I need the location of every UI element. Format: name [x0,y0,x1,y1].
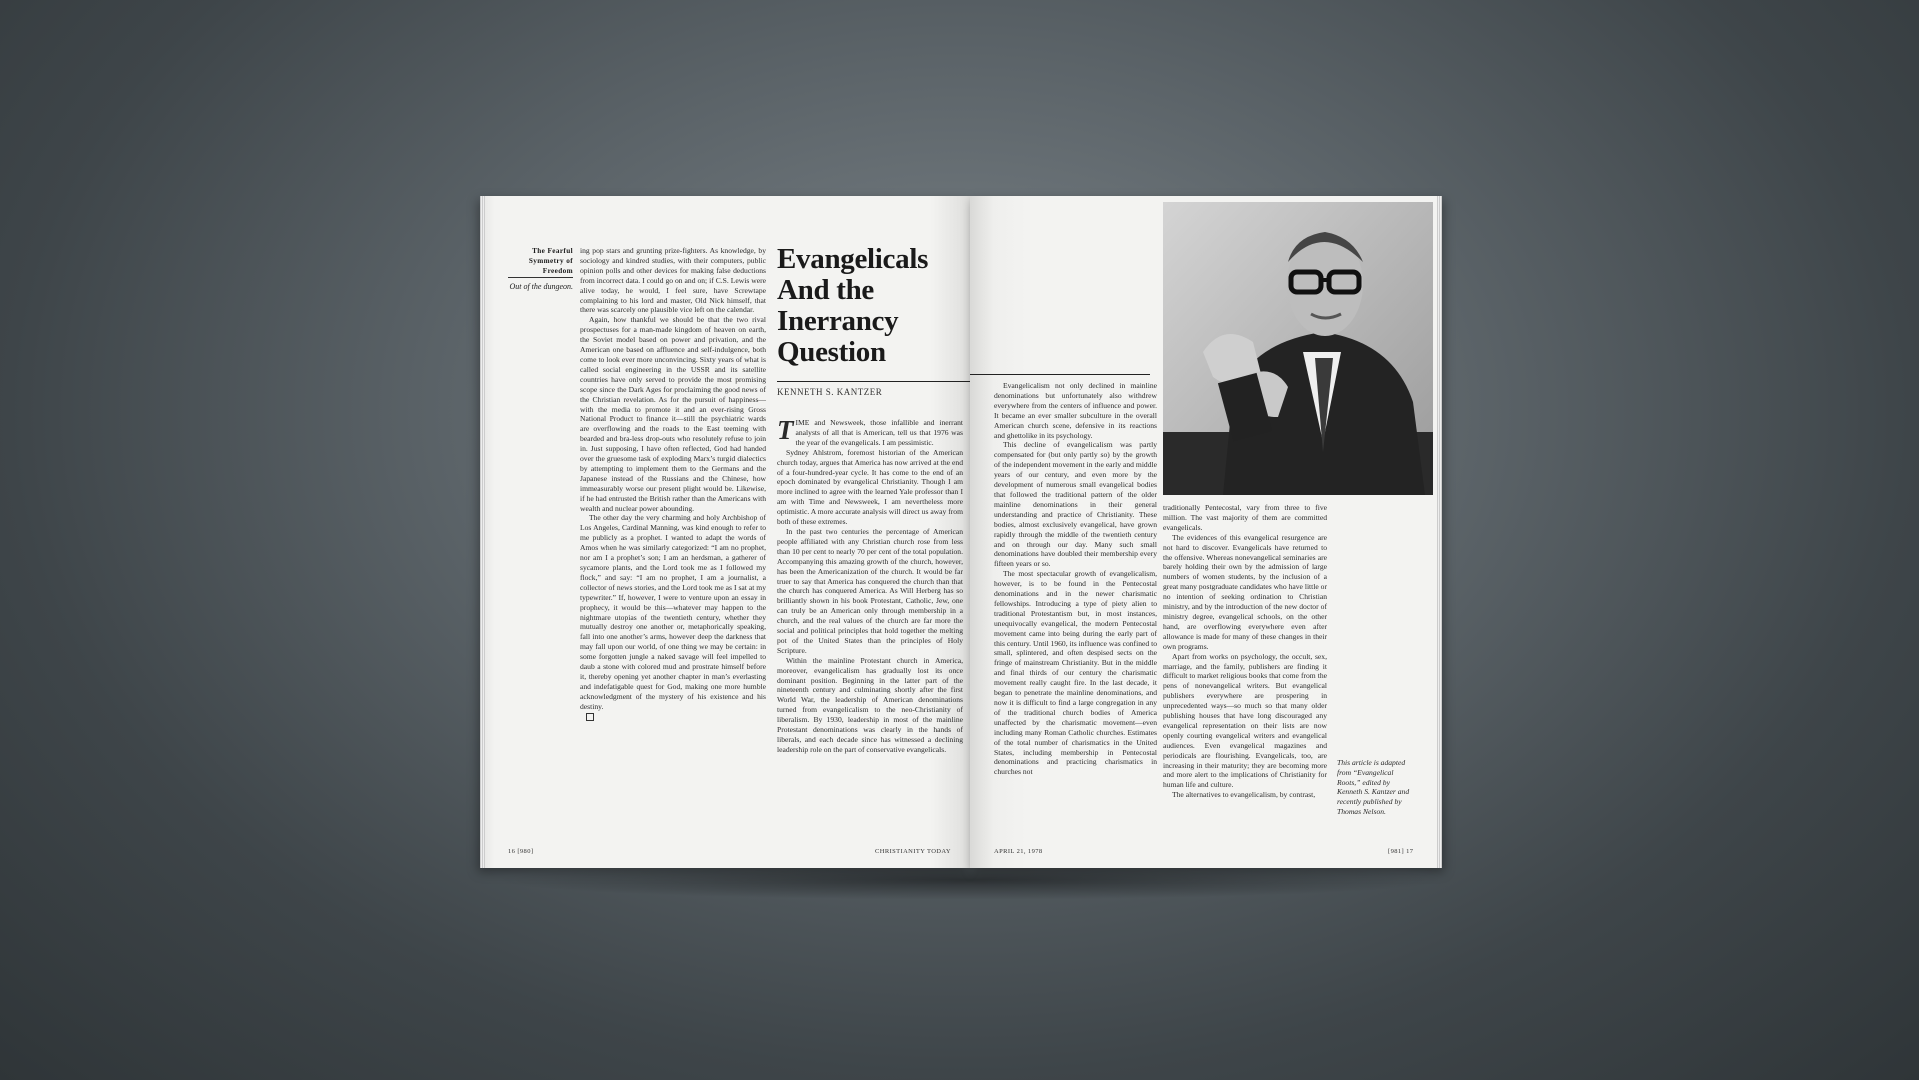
drop-cap: T [777,415,794,445]
right-page [970,196,1442,868]
left-page [480,196,970,868]
paragraph: Evangelicalism not only declined in mainline denominations but unfortunately also withdrew everywhere from the centers of influence and power. It became an ever smaller subculture in the overall American church scene, defensive in its reactions and ghettolike in its psychology. [994,381,1157,440]
left-page-column-2 [777,415,963,755]
author-photo [1163,202,1433,495]
paragraph: This decline of evangelicalism was partly compensated for (but only partly so) by the growth of the independent movement in the early and middle years of our century, and even more by the development of numerous small evangelical bodies that followed the traditional pattern of the older mainline denominations in their general understanding and practice of Christianity. These bodies, almost exclusively evangelical, have grown rapidly through the middle of the twentieth century and on through our day. Many such small denominations have doubled their membership every fifteen years or so. [994,440,1157,569]
end-mark-icon [586,713,594,721]
paragraph: ing pop stars and grunting prize-fighters. As knowledge, by sociology and kindred studies, with their computers, public opinion polls and other devices for making false deductions from incorrect data. I could go on and on; if C.S. Lewis were alive today, he would, I feel sure, have Screwtape complaining to his lord and master, Old Nick himself, that there was scarcely one plausible vice left on the calendar. [580,246,766,315]
left-page-column-1 [580,246,766,722]
author-portrait-image [1163,202,1433,495]
kicker-title: The Fearful Symmetry of Freedom [528,247,573,275]
paragraph: IME and Newsweek, those infallible and inerrant analysts of all that is American, tell us that 1976 was the year of the evangelicals. I am pessimistic. [795,418,963,447]
kicker-subtitle: Out of the dungeon. [509,282,573,291]
paragraph: Sydney Ahlstrom, foremost historian of the American church today, argues that America has now arrived at the end of a four-hundred-year cycle. It has come to the end of an epoch dominated by evangelical Christianity. Though I am more inclined to agree with the learned Yale professor than I am with Time and Newsweek, I am nevertheless more optimistic. A more accurate analysis will direct us away from both of these extremes. [777,447,963,527]
paragraph: The other day the very charming and holy Archbishop of Los Angeles, Cardinal Manning, was kind enough to refer to me publicly as a prophet. I wanted to adapt the words of Amos when he was similarly categorized: “I am no prophet, nor am I a prophet’s son; I am an herdsman, a gatherer of sycamore plants, and the Lord took me as I followed my flock,” and say: “I am no prophet, I am a journalist, a collector of news stories, and the Lord took me as I sat at my typewriter.” If, however, I were to venture upon an essay in prophecy, it would be this—whatever may happen to the nightmare utopias of the twentieth century, whether they mutually destroy one another or, metaphorically speaking, fall into one another’s arms, however deep the darkness that may fall upon our world, of one thing we may be certain: in some forgotten jungle a naked savage will feel impelled to daub a stone with colored mud and prostrate himself before it, thereby opening yet another chapter in man’s everlasting and indefatigable quest for God, making one more humble acknowledgment of the mystery of his existence and his destiny. [580,513,766,711]
folio-magazine-name: CHRISTIANITY TODAY [875,848,951,855]
paragraph: The evidences of this evangelical resurgence are not hard to discover. Evangelicals have returned to the offensive. Whereas nonevangelical seminaries are barely holding their own by the admission of large numbers of women students, by the inclusion of a great many postgraduate candidates who have little or no intention of seeking ordination to Christian ministry, and by the introduction of the new doctor of ministry degree, evangelical schools, on the other hand, are overflowing everywhere even after allowance is made for many of these changes in their own programs. [1163,532,1327,651]
folio-issue-date: APRIL 21, 1978 [994,848,1043,855]
article-source-caption: This article is adapted from “Evangelical Roots,” edited by Kenneth S. Kantzer and recently published by Thomas Nelson. [1337,758,1410,816]
paragraph: The alternatives to evangelicalism, by contrast, [1172,790,1316,800]
right-page-column-1 [994,381,1157,777]
paragraph: In the past two centuries the percentage of American people affiliated with any Christian church rose from less than 10 per cent to nearly 70 per cent of the total population. Accompanying this amazing growth of the church, however, has been the Americanization of the church. It would be far truer to say that America has conquered the church than that the church has conquered America. As Will Herberg has so brilliantly shown in his book Protestant, Catholic, Jew, one can truly be an American only through membership in a church, and the real values of the church are far more the social and political principles that hold together the melting pot of the United States than the principles of Holy Scripture. [777,526,963,655]
paragraph: The most spectacular growth of evangelicalism, however, is to be found in the Pentecostal denominations and in the newer charismatic fellowships. Introducing a type of piety alien to traditional Protestantism but, in most instances, unequivocally evangelical, the modern Pentecostal movement came into being during the early part of this century. Until 1960, its influence was confined to small, splintered, and often despised sects on the fringe of mainstream Christianity. But in the middle and final thirds of our century the charismatic movement really caught fire. In the last decade, it began to penetrate the mainline denominations, and now it is difficult to find a large congregation in any of the traditional church bodies of America unaffected by the charismatic movement—even including many Roman Catholic churches. Estimates of the total number of charismatics in the United States, including membership in Pentecostal denominations and practicing charismatics in churches not [994,569,1157,777]
folio-page-number-left: 16 [980] [508,848,534,855]
section-rule [970,374,1150,375]
article-headline: Evangelicals And the Inerrancy Question [777,243,929,368]
kicker-rule [508,277,573,278]
right-page-column-2 [1163,503,1327,800]
headline-rule [777,381,970,382]
paragraph: traditionally Pentecostal, vary from three to five million. The vast majority of them are committed evangelicals. [1163,503,1327,532]
page-edge-left [480,196,485,868]
paragraph: Within the mainline Protestant church in America, moreover, evangelicalism has gradually lost its once dominant position. Beginning in the latter part of the nineteenth century and culminating shortly after the first World War, the leadership of American denominations turned from evangelicalism to the neo-Christianity of liberalism. By 1930, leadership in most of the mainline Protestant denominations was clearly in the hands of liberals, and each decade since has witnessed a declining leadership role on the part of conservative evangelicals. [777,655,963,754]
paragraph: Apart from works on psychology, the occult, sex, marriage, and the family, publishers are finding it difficult to market religious books that come from the pens of nonevangelical writers. But evangelical publishers everywhere are prospering in unprecedented ways—so much so that many older publishing houses that have long discouraged any evangelical representation on their lists are now openly courting evangelical writers and evangelical audiences. Even evangelical magazines and periodicals are flourishing. Evangelicals, too, are increasing in their maturity; they are becoming more and more alert to the implications of Christianity for human life and culture. [1163,651,1327,790]
page-edge-right [1437,196,1442,868]
paragraph: Again, how thankful we should be that the two rival prospectuses for a man-made kingdom of heaven on earth, the Soviet model based on power and privation, and the American one based on affluence and self-indulgence, both come to look ever more unconvincing. Sixty years of what is called social engineering in the USSR and its satellite countries have only served to provide the most promising scope since the Dark Ages for proclaiming the good news of the Christian revelation. As for the pursuit of happiness—with the media to promote it and an ever-rising Gross National Product to finance it—still the psychiatric wards are overflowing and the roads to the East teeming with bearded and bra-less drop-outs who resolutely refuse to join in. Just supposing, I have often reflected, God had handed over the gruesome task of exploding Marx’s turgid dialectics by attempting to implement them to the Germans and the Japanese instead of the Russians and the Chinese, how immeasurably worse our present plight would be. Likewise, if he had entrusted the British rather than the Americans with wealth and nuclear power abounding. [580,315,766,513]
article-byline: KENNETH S. KANTZER [777,387,883,397]
folio-page-number-right: [981] 17 [1388,848,1414,855]
